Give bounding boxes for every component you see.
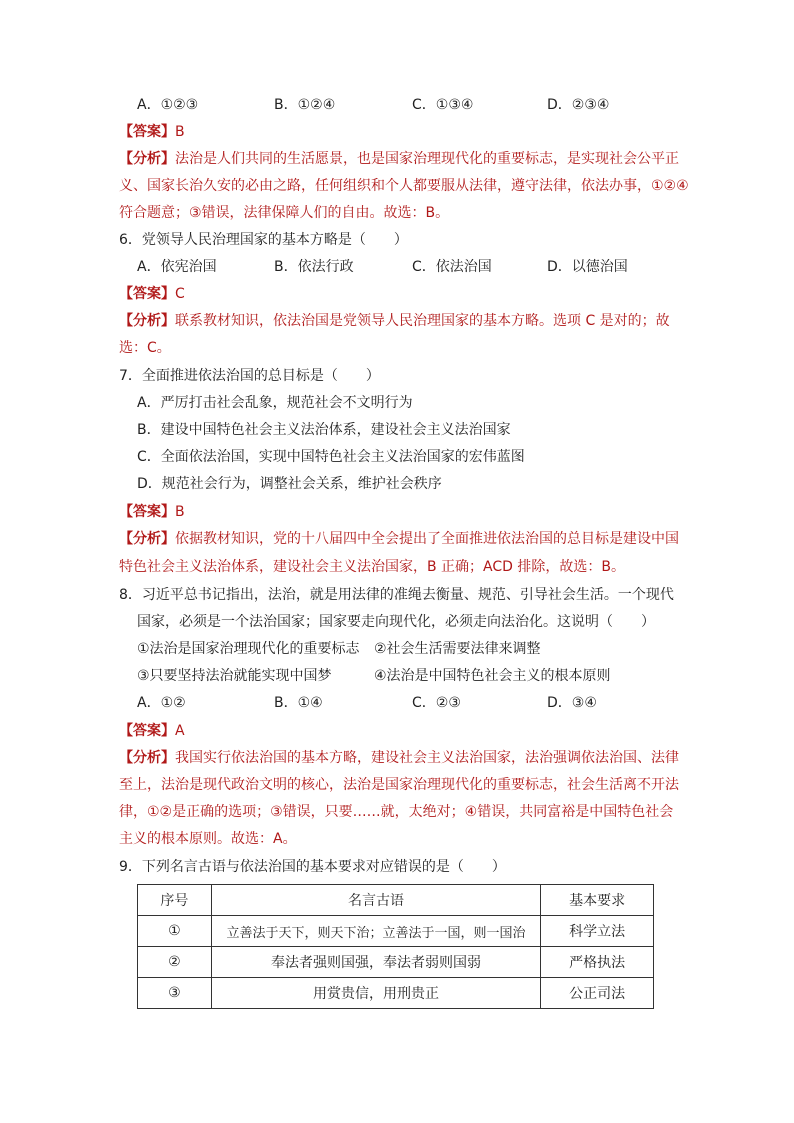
q8-option-d[interactable]: D．③④ (547, 695, 597, 711)
analysis-text: 依据教材知识，党的十八届四中全会提出了全面推进依法治国的总目标是建设中国 (175, 531, 679, 547)
q8-option-c[interactable]: C．②③ (412, 695, 461, 711)
table-cell: 用赏贵信，用刑贵正 (211, 978, 540, 1009)
analysis-text: 法治是人们共同的生活愿景，也是国家治理现代化的重要标志，是实现社会公平正 (175, 151, 679, 167)
answer-value: C (175, 286, 185, 302)
analysis-tag: 【分析】 (119, 313, 175, 329)
q8-statement-4: ④法治是中国特色社会主义的根本原则 (374, 668, 611, 684)
analysis-text: 我国实行依法治国的基本方略，建设社会主义法治国家，法治强调依法治国、法律 (175, 750, 679, 766)
table-row (138, 978, 654, 1009)
q8-analysis-line3 (119, 803, 673, 821)
analysis-highlight: ①②④ (651, 178, 689, 194)
q8-option-a[interactable]: A．①② (137, 695, 186, 711)
table-row (138, 916, 654, 947)
table-header-cell: 序号 (138, 885, 212, 916)
answer-tag: 【答案】 (119, 286, 175, 302)
analysis-text: 联系教材知识，依法治国是党领导人民治理国家的基本方略。选项 C 是对的；故 (175, 313, 670, 329)
analysis-text: 义、国家长治久安的必由之路，任何组织和个人都要服从法律，遵守法律，依法办事， (119, 178, 651, 194)
q6-analysis-line2: 选：C。 (119, 340, 171, 356)
analysis-tag: 【分析】 (119, 151, 175, 167)
table-header-row (138, 885, 654, 916)
q6-option-b[interactable]: B．依法行政 (274, 259, 354, 275)
q5-answer (119, 123, 185, 141)
table-cell: 公正司法 (541, 978, 654, 1009)
q5-analysis-line3: 符合题意；③错误，法律保障人们的自由。故选：B。 (119, 205, 450, 221)
q5-analysis-line1 (119, 150, 679, 168)
q7-option-c[interactable]: C．全面依法治国，实现中国特色社会主义法治国家的宏伟蓝图 (137, 449, 525, 465)
q8-answer (119, 722, 185, 740)
q8-option-b[interactable]: B．①④ (274, 695, 323, 711)
q7-analysis-line1 (119, 530, 679, 548)
table-cell: ③ (138, 978, 212, 1009)
q5-option-a[interactable]: A．①②③ (137, 97, 199, 113)
table-header-cell: 基本要求 (541, 885, 654, 916)
table-cell: ① (138, 916, 212, 947)
q8-analysis-line2: 至上，法治是现代政治文明的核心，法治是国家治理现代化的重要标志，社会生活离不开法 (119, 777, 679, 793)
answer-tag: 【答案】 (119, 124, 175, 140)
analysis-tag: 【分析】 (119, 531, 175, 547)
table-header-cell: 名言古语 (211, 885, 540, 916)
answer-value: A (175, 723, 185, 739)
q8-stem-line2: 国家，必须是一个法治国家；国家要走向现代化，必须走向法治化。这说明（ ） (137, 614, 655, 630)
q7-analysis-line2: 特色社会主义法治体系，建设社会主义法治国家，B 正确；ACD 排除，故选：B。 (119, 559, 625, 575)
analysis-tag: 【分析】 (119, 750, 175, 766)
q5-analysis-line2 (119, 177, 689, 195)
analysis-text: 律， (119, 804, 147, 820)
q8-analysis-line1 (119, 749, 679, 767)
q5-option-d[interactable]: D．②③④ (547, 97, 610, 113)
table-cell: 科学立法 (541, 916, 654, 947)
q9-stem: 9．下列名言古语与依法治国的基本要求对应错误的是（ ） (119, 859, 506, 875)
q6-option-c[interactable]: C．依法治国 (412, 259, 492, 275)
q5-option-c[interactable]: C．①③④ (412, 97, 474, 113)
analysis-highlight: ①②是正确的选项；③错误，只要……就，太绝对；④错误，共同富裕是中国特色社会 (147, 804, 674, 820)
q6-option-d[interactable]: D．以德治国 (547, 259, 628, 275)
q8-statement-2: ②社会生活需要法律来调整 (374, 641, 541, 657)
q8-statement-3: ③只要坚持法治就能实现中国梦 (137, 668, 332, 684)
q7-option-b[interactable]: B．建设中国特色社会主义法治体系，建设社会主义法治国家 (137, 422, 511, 438)
answer-tag: 【答案】 (119, 504, 175, 520)
table-cell: 严格执法 (541, 947, 654, 978)
table-cell: 奉法者强则国强，奉法者弱则国弱 (211, 947, 540, 978)
answer-value: B (175, 504, 185, 520)
q7-answer (119, 503, 185, 521)
q8-stem-line1: 8．习近平总书记指出，法治，就是用法律的准绳去衡量、规范、引导社会生活。一个现代 (119, 587, 674, 603)
q8-statement-1: ①法治是国家治理现代化的重要标志 (137, 641, 360, 657)
q6-option-a[interactable]: A．依宪治国 (137, 259, 217, 275)
q9-table (137, 884, 654, 1009)
table-row (138, 947, 654, 978)
answer-tag: 【答案】 (119, 723, 175, 739)
q6-answer (119, 285, 185, 303)
answer-value: B (175, 124, 185, 140)
q7-stem: 7．全面推进依法治国的总目标是（ ） (119, 368, 380, 384)
q5-option-b[interactable]: B．①②④ (274, 97, 336, 113)
q6-stem: 6．党领导人民治理国家的基本方略是（ ） (119, 232, 408, 248)
q7-option-a[interactable]: A．严厉打击社会乱象，规范社会不文明行为 (137, 395, 413, 411)
q8-analysis-line4: 主义的根本原则。故选：A。 (119, 831, 297, 847)
q6-analysis-line1 (119, 312, 670, 330)
table-cell: ② (138, 947, 212, 978)
q7-option-d[interactable]: D．规范社会行为，调整社会关系，维护社会秩序 (137, 476, 442, 492)
table-cell: 立善法于天下，则天下治；立善法于一国，则一国治 (211, 916, 540, 947)
